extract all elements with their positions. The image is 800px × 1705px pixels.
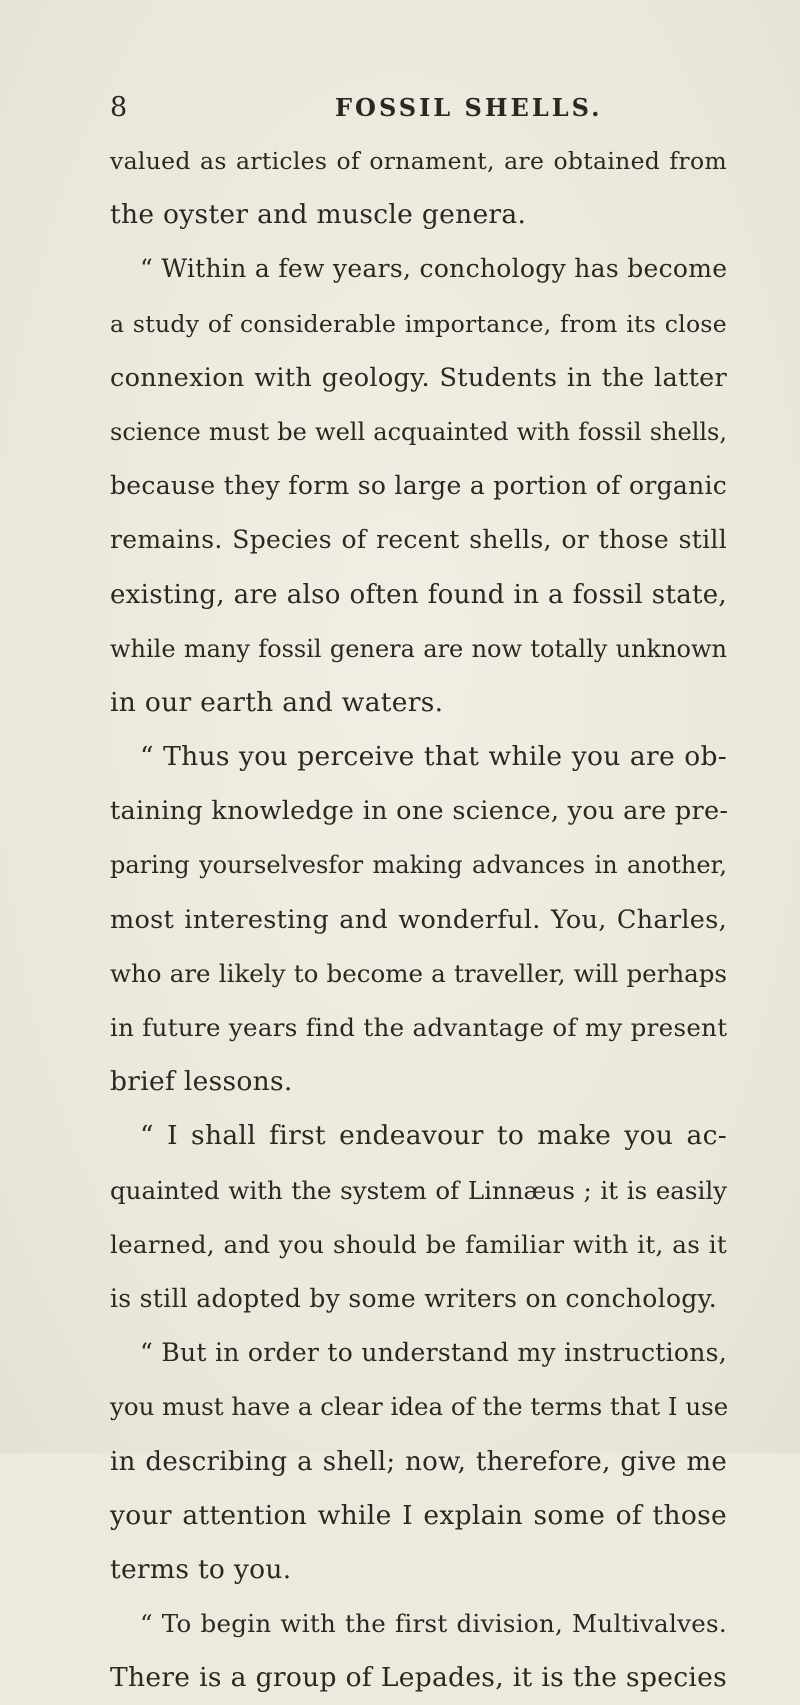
text-line: science must be well acquainted with fossil shells, — [110, 417, 727, 446]
text-line: taining knowledge in one science, you are pre- — [110, 796, 729, 827]
text-line: existing, are also often found in a fossil state, — [110, 579, 727, 610]
text-line: remains. Species of recent shells, or those still — [110, 525, 727, 555]
text-line: “ Thus you perceive that while you are ob- — [140, 741, 727, 773]
text-line: learned, and you should be familiar with it, as it — [110, 1229, 727, 1259]
text-line: most interesting and wonderful. You, Charles, — [110, 904, 727, 935]
running-title: FOSSIL SHELLS. — [335, 93, 603, 122]
text-line: in future years find the advantage of my present — [110, 1013, 728, 1042]
text-line: brief lessons. — [110, 1066, 293, 1098]
text-line: There is a group of Lepades, it is the species — [110, 1662, 727, 1694]
body-text — [110, 134, 727, 1705]
text-line: quainted with the system of Linnæus ; it is easily — [110, 1175, 727, 1205]
text-line: in describing a shell; now, therefore, give me — [110, 1446, 727, 1477]
text-line: a study of considerable importance, from its close — [110, 309, 727, 338]
text-line: is still adopted by some writers on conchology. — [110, 1283, 717, 1313]
text-line: connexion with geology. Students in the latter — [110, 362, 727, 393]
text-line: the oyster and muscle genera. — [110, 199, 527, 231]
text-line: because they form so large a portion of organic — [110, 471, 728, 501]
text-line: valued as articles of ornament, are obtained from — [110, 147, 727, 175]
text-line: “ To begin with the first division, Multivalves. — [140, 1609, 727, 1639]
text-line: “ I shall first endeavour to make you ac- — [140, 1120, 727, 1152]
text-line: your attention while I explain some of those — [110, 1499, 727, 1531]
text-line: paring yourselvesfor making advances in another, — [110, 851, 727, 880]
page-number: 8 — [110, 92, 128, 123]
text-line: in our earth and waters. — [110, 686, 444, 718]
text-line: you must have a clear idea of the terms that I use — [110, 1392, 729, 1422]
text-line: “ Within a few years, conchology has become — [140, 254, 728, 284]
text-line: who are likely to become a traveller, will perhaps — [110, 958, 727, 988]
running-head — [0, 88, 800, 128]
text-line: while many fossil genera are now totally unknown — [110, 634, 727, 663]
text-line: terms to you. — [110, 1553, 292, 1585]
text-line: “ But in order to understand my instructions, — [140, 1338, 728, 1368]
